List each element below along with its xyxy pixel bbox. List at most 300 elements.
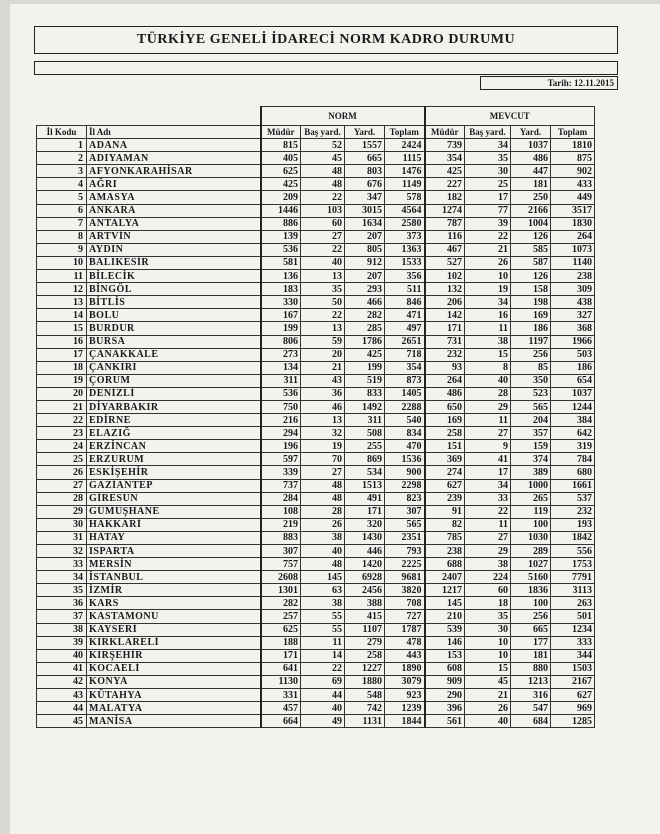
table-cell: 1430 [345,531,385,544]
table-cell: 1753 [551,558,595,571]
table-cell: 55 [301,610,345,623]
table-cell: 21 [465,689,511,702]
table-cell: 282 [345,309,385,322]
table-cell: 181 [511,649,551,662]
table-cell: 3517 [551,204,595,217]
table-row [37,322,595,335]
table-cell: 357 [511,427,551,440]
table-cell: 55 [301,623,345,636]
table-cell: 22 [301,309,345,322]
table-cell: 1227 [345,662,385,675]
table-cell: 274 [425,466,465,479]
table-row [37,453,595,466]
province-name: AMASYA [87,191,261,204]
table-cell: 587 [511,256,551,269]
table-cell: 2167 [551,675,595,688]
province-code: 40 [37,649,87,662]
table-cell: 15 [465,662,511,675]
subtitle-box [34,61,618,75]
table-row [37,558,595,571]
table-cell: 1000 [511,479,551,492]
table-cell: 19 [301,440,345,453]
table-cell: 199 [345,361,385,374]
table-cell: 40 [301,545,345,558]
table-cell: 833 [345,387,385,400]
table-cell: 239 [425,492,465,505]
table-row [37,597,595,610]
table-cell: 307 [261,545,301,558]
province-name: DENİZLİ [87,387,261,400]
table-cell: 60 [465,584,511,597]
table-cell: 396 [425,702,465,715]
table-cell: 265 [511,492,551,505]
table-cell: 486 [511,152,551,165]
table-cell: 30 [465,165,511,178]
table-cell: 146 [425,636,465,649]
table-cell: 204 [511,414,551,427]
province-code: 18 [37,361,87,374]
table-cell: 22 [301,243,345,256]
province-code: 44 [37,702,87,715]
table-row [37,191,595,204]
province-name: AYDIN [87,243,261,256]
table-cell: 153 [425,649,465,662]
province-code: 4 [37,178,87,191]
table-row [37,387,595,400]
table-cell: 17 [465,191,511,204]
table-cell: 803 [345,165,385,178]
table-cell: 556 [551,545,595,558]
table-row [37,309,595,322]
table-cell: 11 [465,518,511,531]
table-cell: 384 [551,414,595,427]
table-cell: 311 [261,374,301,387]
table-cell: 11 [465,322,511,335]
table-cell: 126 [511,230,551,243]
table-cell: 333 [551,636,595,649]
table-row [37,623,595,636]
table-row [37,662,595,675]
table-cell: 38 [465,335,511,348]
table-cell: 264 [551,230,595,243]
document-date: Tarih: 12.11.2015 [480,76,618,90]
table-cell: 497 [385,322,425,335]
table-cell: 198 [511,296,551,309]
table-cell: 1966 [551,335,595,348]
table-cell: 368 [551,322,595,335]
table-cell: 805 [345,243,385,256]
province-name: ESKİŞEHİR [87,466,261,479]
table-cell: 26 [465,702,511,715]
table-cell: 627 [551,689,595,702]
table-cell: 3820 [385,584,425,597]
table-cell: 63 [301,584,345,597]
table-cell: 806 [261,335,301,348]
table-cell: 688 [425,558,465,571]
table-row [37,571,595,584]
province-name: KASTAMONU [87,610,261,623]
table-cell: 3113 [551,584,595,597]
table-cell: 1244 [551,400,595,413]
table-cell: 28 [465,387,511,400]
province-name: ANKARA [87,204,261,217]
table-cell: 969 [551,702,595,715]
table-cell: 1037 [551,387,595,400]
province-name: GÜMÜŞHANE [87,505,261,518]
table-cell: 548 [345,689,385,702]
table-cell: 684 [511,715,551,728]
column-header-norm-0: Müdür [261,126,301,139]
province-name: KONYA [87,675,261,688]
province-name: ERZURUM [87,453,261,466]
table-row [37,440,595,453]
province-name: KOCAELİ [87,662,261,675]
table-cell: 169 [425,414,465,427]
table-cell: 676 [345,178,385,191]
table-row [37,270,595,283]
table-cell: 1786 [345,335,385,348]
table-cell: 35 [301,283,345,296]
province-name: KIRŞEHİR [87,649,261,662]
table-cell: 327 [551,309,595,322]
province-name: HATAY [87,531,261,544]
table-cell: 834 [385,427,425,440]
column-header-norm-3: Toplam [385,126,425,139]
table-cell: 1830 [551,217,595,230]
header-spacer [37,107,87,126]
table-cell: 136 [261,270,301,283]
province-name: AFYONKARAHİSAR [87,165,261,178]
table-cell: 846 [385,296,425,309]
table-cell: 14 [301,649,345,662]
province-code: 12 [37,283,87,296]
province-code: 21 [37,400,87,413]
table-cell: 1536 [385,453,425,466]
table-cell: 188 [261,636,301,649]
province-name: MANİSA [87,715,261,728]
column-header-row [37,126,595,139]
table-cell: 1557 [345,139,385,152]
table-cell: 41 [465,453,511,466]
table-cell: 425 [345,348,385,361]
table-cell: 680 [551,466,595,479]
table-cell: 35 [465,610,511,623]
table-row [37,414,595,427]
column-header-mevcut-0: Müdür [425,126,465,139]
table-cell: 886 [261,217,301,230]
table-cell: 443 [385,649,425,662]
table-cell: 1842 [551,531,595,544]
table-cell: 139 [261,230,301,243]
table-cell: 1213 [511,675,551,688]
table-cell: 650 [425,400,465,413]
table-cell: 815 [261,139,301,152]
table-cell: 16 [465,309,511,322]
table-cell: 182 [425,191,465,204]
table-cell: 470 [385,440,425,453]
table-cell: 40 [465,374,511,387]
table-row [37,479,595,492]
province-code: 5 [37,191,87,204]
table-cell: 171 [261,649,301,662]
table-row [37,531,595,544]
table-cell: 519 [345,374,385,387]
table-cell: 7791 [551,571,595,584]
table-cell: 227 [425,178,465,191]
table-cell: 466 [345,296,385,309]
table-cell: 257 [261,610,301,623]
table-cell: 46 [301,400,345,413]
table-cell: 536 [261,243,301,256]
table-cell: 1115 [385,152,425,165]
table-cell: 263 [551,597,595,610]
table-cell: 3079 [385,675,425,688]
table-cell: 880 [511,662,551,675]
table-cell: 13 [301,270,345,283]
table-cell: 70 [301,453,345,466]
table-cell: 750 [261,400,301,413]
table-cell: 20 [301,348,345,361]
table-cell: 39 [465,217,511,230]
table-cell: 59 [301,335,345,348]
table-cell: 1880 [345,675,385,688]
province-code: 23 [37,427,87,440]
table-cell: 2288 [385,400,425,413]
table-cell: 145 [425,597,465,610]
province-code: 1 [37,139,87,152]
province-name: İSTANBUL [87,571,261,584]
column-header-norm-1: Baş yard. [301,126,345,139]
table-row [37,296,595,309]
table-cell: 181 [511,178,551,191]
table-cell: 48 [301,492,345,505]
table-row [37,689,595,702]
table-cell: 3015 [345,204,385,217]
table-cell: 449 [551,191,595,204]
province-name: HAKKARİ [87,518,261,531]
table-cell: 238 [425,545,465,558]
table-cell: 787 [425,217,465,230]
province-code: 29 [37,505,87,518]
table-cell: 216 [261,414,301,427]
table-cell: 10 [465,649,511,662]
province-name: ARTVİN [87,230,261,243]
table-row [37,545,595,558]
table-cell: 207 [345,270,385,283]
table-cell: 284 [261,492,301,505]
table-cell: 22 [465,505,511,518]
table-cell: 2424 [385,139,425,152]
table-row [37,518,595,531]
table-cell: 2407 [425,571,465,584]
table-cell: 909 [425,675,465,688]
province-name: BOLU [87,309,261,322]
table-cell: 45 [301,152,345,165]
table-cell: 34 [465,479,511,492]
table-cell: 22 [465,230,511,243]
table-cell: 1030 [511,531,551,544]
group-header-norm: NORM [261,107,425,126]
table-cell: 27 [301,230,345,243]
table-cell: 21 [465,243,511,256]
table-cell: 9 [465,440,511,453]
table-cell: 26 [301,518,345,531]
table-cell: 48 [301,165,345,178]
table-cell: 1787 [385,623,425,636]
table-cell: 2225 [385,558,425,571]
table-row [37,283,595,296]
table-cell: 350 [511,374,551,387]
table-row [37,584,595,597]
province-name: BİTLİS [87,296,261,309]
table-row [37,675,595,688]
table-cell: 354 [385,361,425,374]
table-cell: 1274 [425,204,465,217]
province-name: GİRESUN [87,492,261,505]
table-cell: 388 [345,597,385,610]
table-cell: 793 [385,545,425,558]
table-cell: 2166 [511,204,551,217]
table-cell: 467 [425,243,465,256]
table-cell: 1197 [511,335,551,348]
table-cell: 11 [301,636,345,649]
table-cell: 585 [511,243,551,256]
province-name: DİYARBAKIR [87,400,261,413]
province-name: EDİRNE [87,414,261,427]
table-cell: 447 [511,165,551,178]
table-cell: 1234 [551,623,595,636]
table-row [37,715,595,728]
province-name: ÇANKIRI [87,361,261,374]
norm-kadro-table [36,106,595,728]
table-cell: 320 [345,518,385,531]
table-cell: 224 [465,571,511,584]
province-code: 7 [37,217,87,230]
table-row [37,702,595,715]
table-cell: 523 [511,387,551,400]
table-cell: 2298 [385,479,425,492]
table-cell: 82 [425,518,465,531]
table-cell: 40 [301,702,345,715]
table-row [37,165,595,178]
table-cell: 11 [465,414,511,427]
table-cell: 279 [345,636,385,649]
table-cell: 1420 [345,558,385,571]
table-cell: 457 [261,702,301,715]
table-cell: 177 [511,636,551,649]
table-cell: 2651 [385,335,425,348]
table-cell: 331 [261,689,301,702]
province-code: 38 [37,623,87,636]
table-cell: 873 [385,374,425,387]
table-cell: 219 [261,518,301,531]
table-cell: 1239 [385,702,425,715]
table-cell: 151 [425,440,465,453]
table-cell: 1503 [551,662,595,675]
table-row [37,152,595,165]
table-cell: 608 [425,662,465,675]
province-code: 36 [37,597,87,610]
table-cell: 34 [465,296,511,309]
province-code: 26 [37,466,87,479]
province-name: BİLECİK [87,270,261,283]
table-cell: 446 [345,545,385,558]
province-code: 24 [37,440,87,453]
province-code: 35 [37,584,87,597]
table-cell: 17 [465,466,511,479]
document-title: TÜRKİYE GENELİ İDARECİ NORM KADRO DURUMU [34,26,618,54]
table-cell: 664 [261,715,301,728]
table-cell: 540 [385,414,425,427]
table-cell: 1140 [551,256,595,269]
province-code: 33 [37,558,87,571]
table-cell: 40 [465,715,511,728]
table-cell: 119 [511,505,551,518]
table-cell: 15 [465,348,511,361]
table-cell: 50 [301,296,345,309]
table-row [37,427,595,440]
table-cell: 1661 [551,479,595,492]
table-cell: 10 [465,270,511,283]
province-name: KÜTAHYA [87,689,261,702]
table-cell: 186 [511,322,551,335]
table-cell: 316 [511,689,551,702]
table-cell: 1107 [345,623,385,636]
province-name: ISPARTA [87,545,261,558]
province-code: 34 [37,571,87,584]
table-cell: 718 [385,348,425,361]
table-cell: 425 [261,178,301,191]
province-code: 28 [37,492,87,505]
table-cell: 290 [425,689,465,702]
table-cell: 29 [465,545,511,558]
table-cell: 27 [301,466,345,479]
table-cell: 565 [511,400,551,413]
table-cell: 28 [301,505,345,518]
table-cell: 145 [301,571,345,584]
table-cell: 238 [551,270,595,283]
group-header-mevcut: MEVCUT [425,107,595,126]
table-cell: 565 [385,518,425,531]
table-cell: 1890 [385,662,425,675]
table-cell: 294 [261,427,301,440]
table-cell: 100 [511,597,551,610]
table-cell: 1492 [345,400,385,413]
table-cell: 1301 [261,584,301,597]
table-cell: 45 [465,675,511,688]
table-cell: 1533 [385,256,425,269]
table-cell: 902 [551,165,595,178]
table-row [37,217,595,230]
province-name: ÇORUM [87,374,261,387]
province-code: 11 [37,270,87,283]
table-cell: 102 [425,270,465,283]
table-cell: 1836 [511,584,551,597]
table-cell: 923 [385,689,425,702]
province-name: AĞRI [87,178,261,191]
table-cell: 38 [301,531,345,544]
table-cell: 1285 [551,715,595,728]
table-cell: 36 [301,387,345,400]
table-cell: 103 [301,204,345,217]
table-row [37,636,595,649]
table-cell: 34 [465,139,511,152]
table-cell: 1027 [511,558,551,571]
province-code: 42 [37,675,87,688]
table-cell: 13 [301,414,345,427]
table-cell: 654 [551,374,595,387]
province-code: 13 [37,296,87,309]
